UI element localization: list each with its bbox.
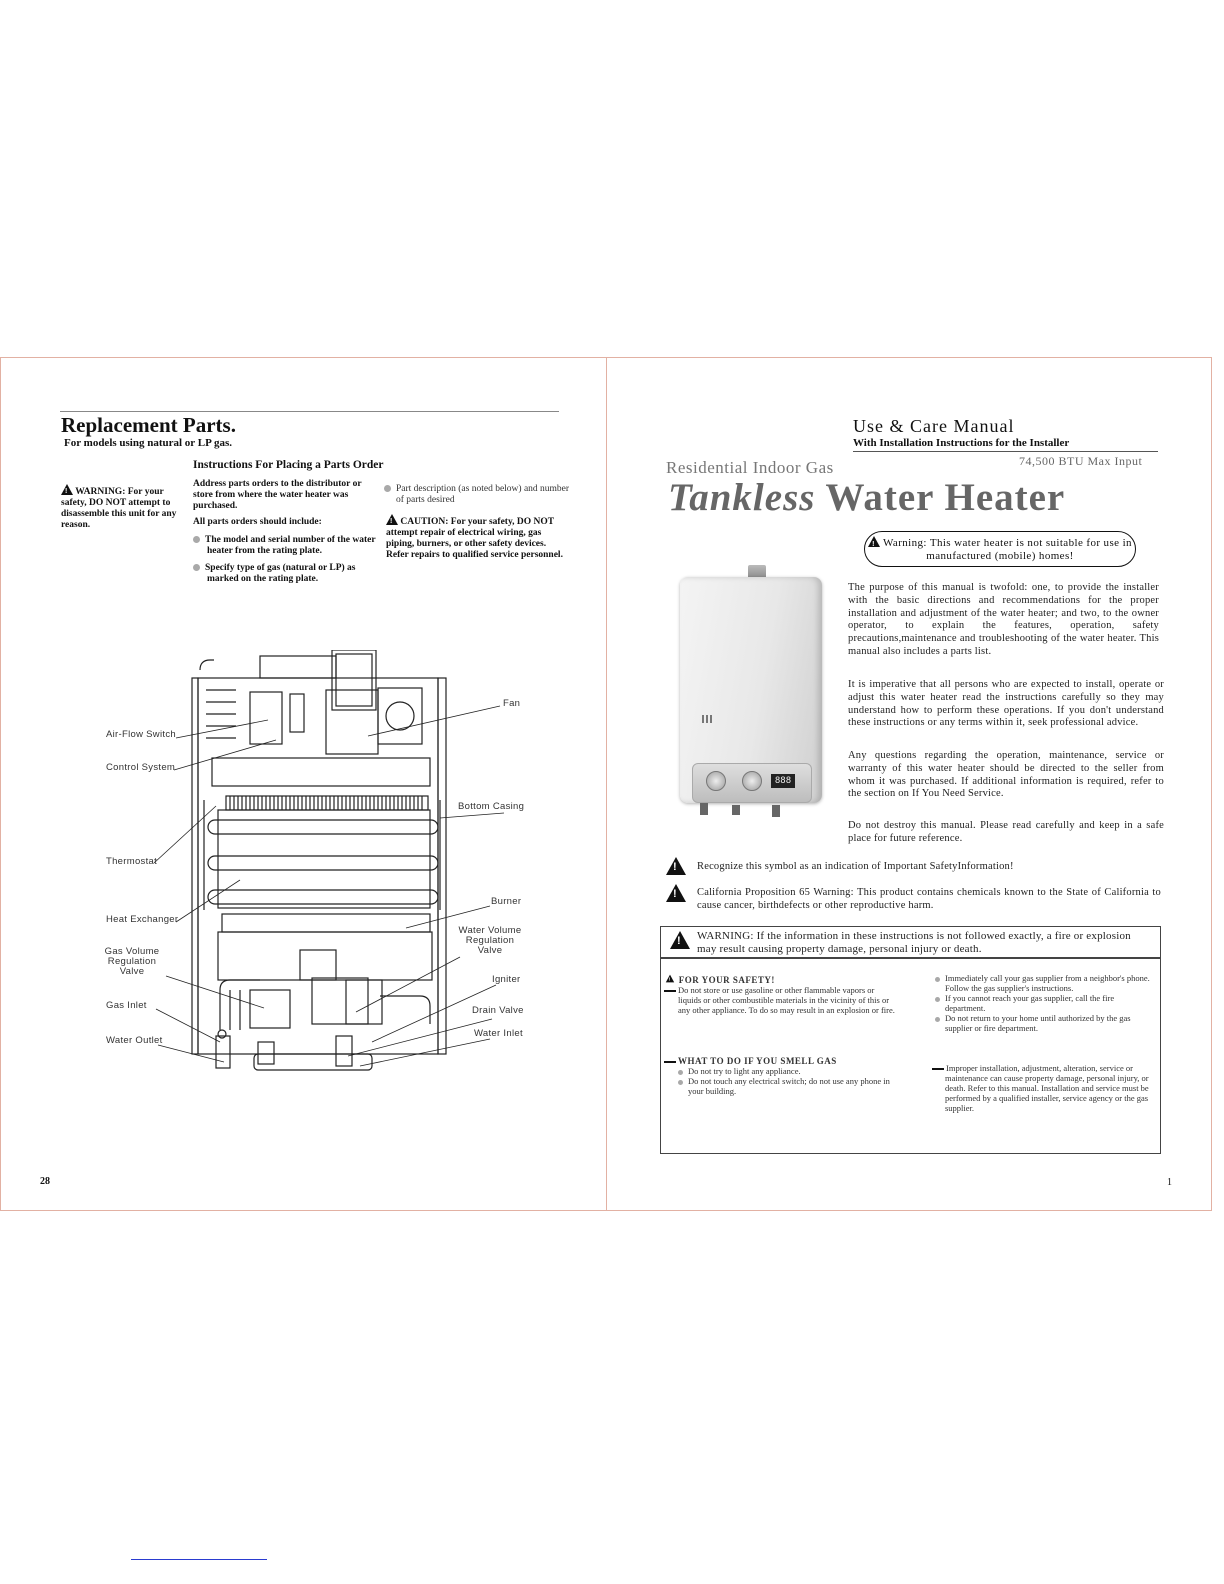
mobile-home-warning: ! Warning: This water heater is not suitable for use in manufactured (mobile) homes!: [864, 531, 1136, 567]
label-heat-exchanger: Heat Exchanger: [106, 914, 179, 925]
parts-bullet-2: Specify type of gas (natural or LP) as marked on the rating plate.: [193, 563, 387, 585]
gas-valve-part: [300, 950, 336, 980]
label-water-volume-valve: Water Volume Regulation Valve: [458, 925, 522, 956]
prop65-icon: [666, 884, 686, 902]
bullet-icon: [384, 485, 391, 492]
product-title: [668, 475, 1065, 520]
safety-symbol-note: Recognize this symbol as an indication of Important SafetyInformation!: [697, 861, 1014, 872]
bullet-icon: [193, 536, 200, 543]
safety-symbol-icon: [666, 857, 686, 875]
dash-marker: [664, 1061, 676, 1063]
label-air-flow-switch: Air-Flow Switch: [106, 729, 176, 740]
warning-icon: [61, 484, 73, 495]
address-text: Address parts orders to the distributor or store from where the water heater was purchased.: [193, 479, 362, 511]
left-title-rule: [60, 411, 559, 412]
warning-text: WARNING: For your safety, DO NOT attempt to disassemble this unit for any reason.: [61, 487, 177, 530]
manual-title: Use & Care Manual: [853, 416, 1015, 436]
warning-box-text: WARNING: If the information in these instructions is not followed exactly, a fire or explosion may result causing property damage, personal injury or death.: [697, 930, 1131, 955]
subtitle-rule: [853, 451, 1158, 452]
for-your-safety-block: ! FOR YOUR SAFETY! Do not store or use gasoline or other flammable vapors or liquids or other combustible materials in the vicinity of this or any other appliance. To do so may result in an explosion or fire.: [664, 973, 896, 1015]
warning-block: [61, 484, 187, 531]
right-page-number: 1: [1167, 1177, 1172, 1188]
left-page-subtitle: For models using natural or LP gas.: [64, 437, 232, 449]
include-heading: All parts orders should include:: [193, 517, 322, 527]
improper-installation-block: Improper installation, adjustment, alteration, service or maintenance can cause property damage, personal injury, or death. Refer to this manual. Installation and service must be performed by a qualified installer, service agency or the gas supplier.: [932, 1063, 1154, 1113]
label-control-system: Control System: [106, 762, 176, 773]
intro-paragraph-4: Do not destroy this manual. Please read carefully and keep in a safe place for future reference.: [848, 820, 1164, 844]
flow-knob: [742, 771, 762, 791]
residential-label: Residential Indoor Gas: [666, 458, 834, 477]
link-underline: [131, 1559, 267, 1560]
bullet-icon: [678, 1070, 683, 1075]
burner-part: [222, 914, 430, 932]
label-gas-volume-valve: Gas Volume Regulation Valve: [104, 946, 160, 977]
caution-text: CAUTION: For your safety, DO NOT attempt repair of electrical wiring, gas piping, burners, or other safety devices. Refer repairs to qualified service personnel.: [386, 517, 563, 560]
prop65-warning: California Proposition 65 Warning: This product contains chemicals known to the State of California to cause cancer, birthdefects or other reproductive harm.: [697, 887, 1161, 911]
heater-frame: [198, 678, 438, 1054]
digital-display: 888: [771, 774, 795, 788]
bullet-icon: [935, 1017, 940, 1022]
caution-block: [386, 514, 564, 561]
temperature-knob: [706, 771, 726, 791]
connector-2: [732, 805, 740, 815]
label-thermostat: Thermostat: [106, 856, 158, 867]
gas-actions-block: Immediately call your gas supplier from a neighbor's phone. Follow the gas supplier's instructions. If you cannot reach your gas supplier, call the fire department. Do not return to your home until authorized by the gas supplier or fire department.: [932, 973, 1154, 1033]
mobile-warning-icon: [868, 536, 880, 547]
parts-bullet-1: The model and serial number of the water heater from the rating plate.: [193, 535, 387, 557]
safety-box: [660, 926, 1161, 1154]
fan-part: [326, 690, 378, 754]
bullet-icon: [935, 977, 940, 982]
label-water-outlet: Water Outlet: [106, 1035, 163, 1046]
parts-diagram: [100, 650, 530, 1080]
safety-heading-icon: [666, 975, 674, 983]
bullet-icon: [935, 997, 940, 1002]
dash-marker: [932, 1068, 944, 1070]
air-flow-switch-part: [250, 692, 282, 744]
water-valve-part: [346, 980, 382, 1024]
btu-rating: 74,500 BTU Max Input: [1019, 454, 1143, 468]
product-title-rest: Water Heater: [825, 476, 1066, 519]
left-page-title: Replacement Parts.: [61, 413, 236, 437]
label-igniter: Igniter: [492, 974, 521, 985]
label-water-inlet: Water Inlet: [474, 1028, 523, 1039]
left-page-number: 28: [40, 1176, 50, 1187]
part-description-bullet: Part description (as noted below) and number of parts desired: [384, 484, 576, 506]
label-fan: Fan: [503, 698, 521, 709]
label-burner: Burner: [491, 896, 522, 907]
connector-1: [700, 803, 708, 815]
heat-exchanger-body: [218, 810, 430, 908]
water-heater-image: [678, 565, 824, 825]
intro-paragraph-2: It is imperative that all persons who are expected to install, operate or adjust this water heater read the instructions carefully so they may understand how to perform these operations. If you don't understand these instructions or any terms within it, seek professional advice.: [848, 679, 1164, 729]
manual-subtitle: With Installation Instructions for the Installer: [853, 437, 1070, 449]
bullet-icon: [678, 1080, 683, 1085]
label-drain-valve: Drain Valve: [472, 1005, 524, 1016]
intro-paragraph-1: The purpose of this manual is twofold: one, to provide the installer with the basic directions and recommendations for the proper installation and adjustment of the water heater; and two, to the owner operator, to explain the features, operation, safety precautions,maintenance and troubleshooting of the water heater. This manual also includes a parts list.: [848, 582, 1159, 657]
flame-window-icon: [702, 715, 714, 723]
page-fold: [606, 357, 607, 1211]
smell-gas-block: WHAT TO DO IF YOU SMELL GAS Do not try to light any appliance. Do not touch any electrical switch; do not use any phone in your building.: [664, 1056, 896, 1096]
caution-icon: [386, 514, 398, 525]
warning-box-icon: [670, 931, 690, 949]
intro-paragraph-3: Any questions regarding the operation, maintenance, service or warranty of this water heater should be directed to the seller from whom it was purchased. If additional information is required, refer to the section on If You Need Service.: [848, 750, 1164, 800]
label-bottom-casing: Bottom Casing: [458, 801, 525, 812]
instructions-heading: Instructions For Placing a Parts Order: [193, 459, 384, 471]
bullet-icon: [193, 564, 200, 571]
connector-3: [772, 805, 780, 817]
label-gas-inlet: Gas Inlet: [106, 1000, 147, 1011]
product-title-italic: Tankless: [668, 476, 816, 519]
dash-marker: [664, 990, 676, 992]
